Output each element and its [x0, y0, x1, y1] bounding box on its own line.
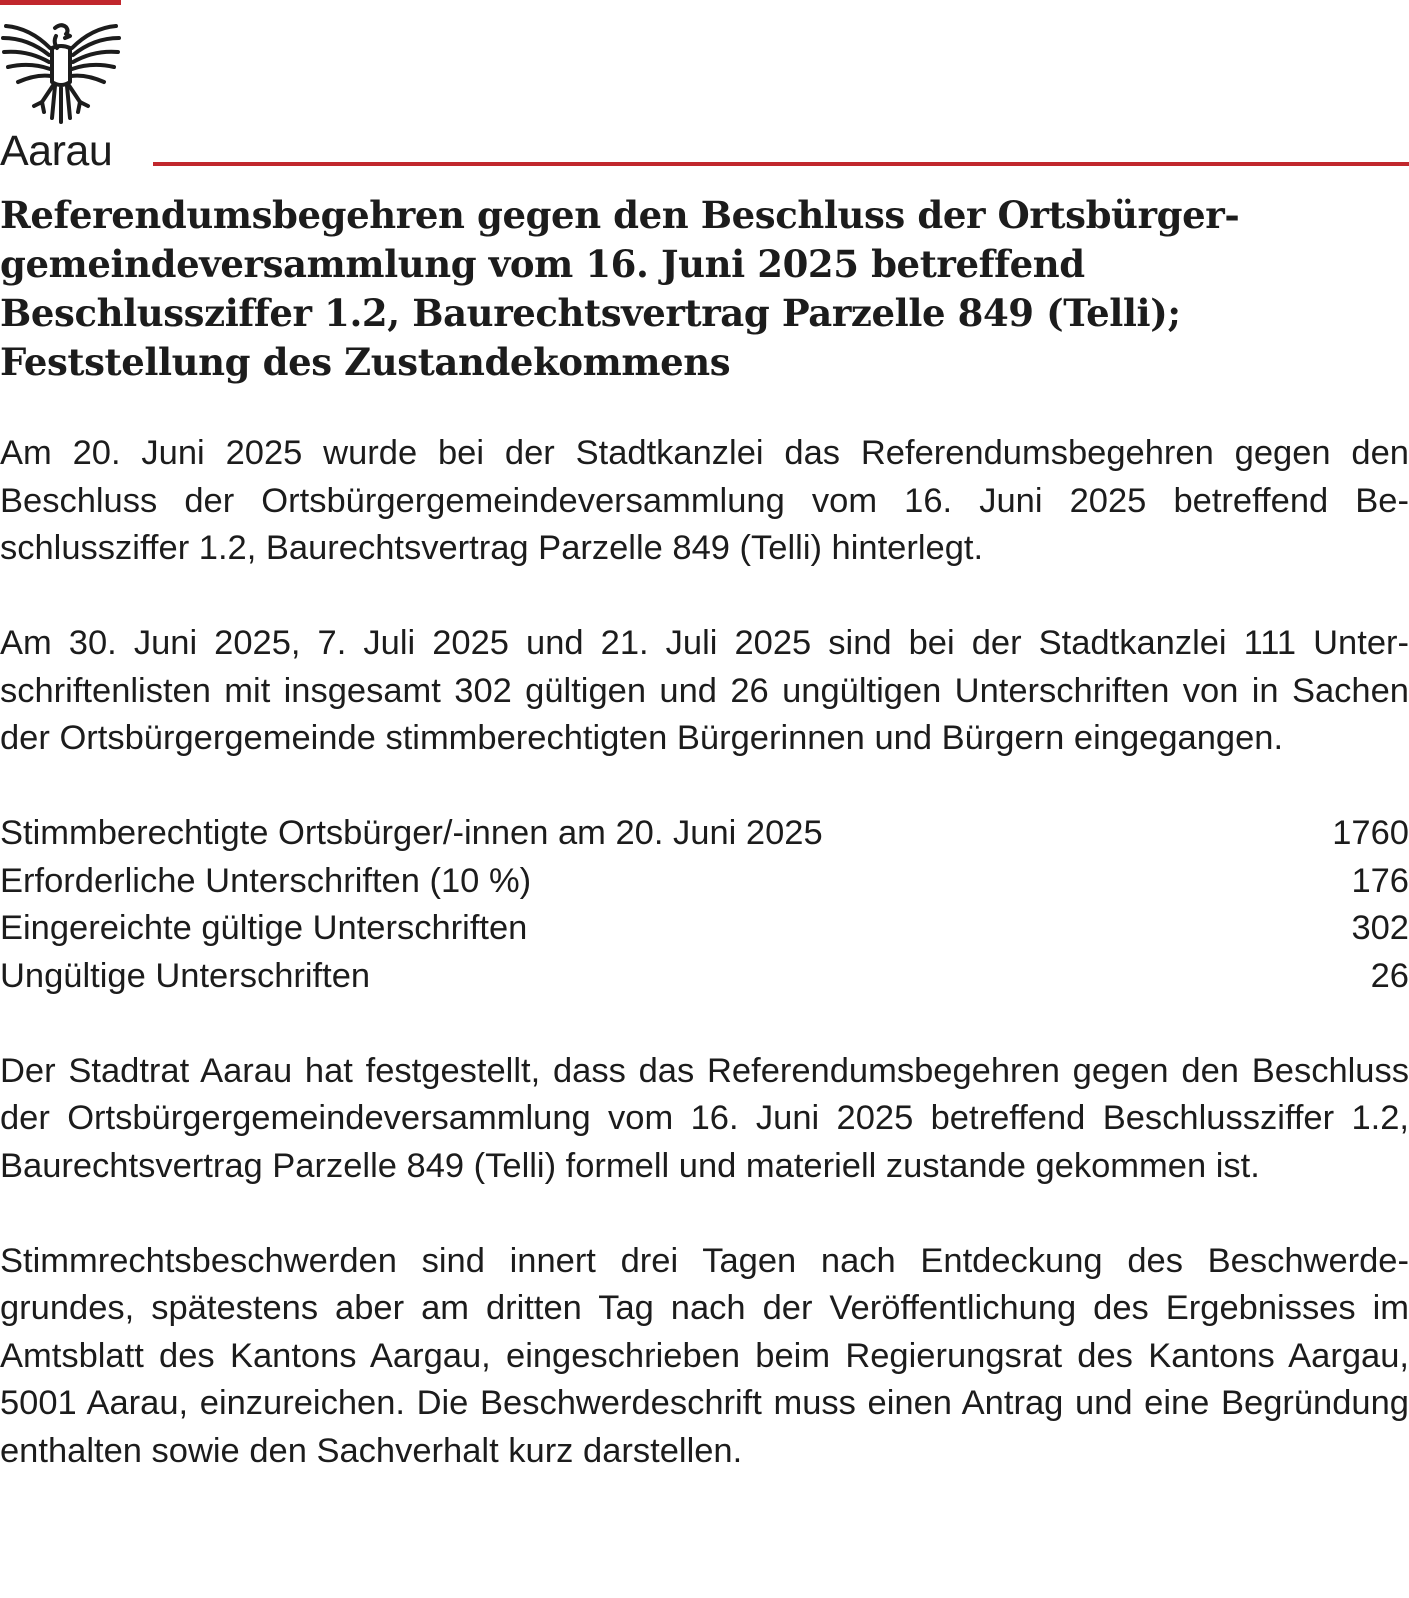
document-body [0, 430, 1409, 1523]
stat-value: 1760 [1332, 814, 1409, 852]
stat-label: Erforderliche Unterschriften (10 %) [0, 861, 532, 900]
stat-row [0, 858, 1409, 906]
stat-value: 176 [1351, 861, 1409, 900]
stat-row [0, 905, 1409, 953]
stat-label: Ungültige Unterschriften [0, 956, 371, 995]
title-line: gemeindeversammlung vom 16. Juni 2025 betreffend [0, 242, 1085, 286]
stat-value: 26 [1370, 956, 1409, 995]
paragraph-submission: Am 20. Juni 2025 wurde bei der Stadtkanzlei das Referendumsbegehren gegen den Beschluss der Ortsbürgergemeindeversammlung vom 16. Juni 2025 betreffend Beschlussziffer 1.2, Baurechtsvertrag Parzelle 849 (Telli) hinterlegt. [0, 434, 1409, 567]
stat-row [0, 953, 1409, 1001]
title-line: Beschlussziffer 1.2, Baurechtsvertrag Parzelle 849 (Telli); [0, 291, 1181, 335]
top-accent-bar [0, 0, 121, 5]
stat-label: Eingereichte gültige Unterschriften [0, 909, 528, 947]
paragraph-appeal-instructions: Stimmrechtsbeschwerden sind innert drei Tagen nach Entdeckung des Beschwerdegrundes, spätestens aber am dritten Tag nach der Veröffentlichung des Ergebnisses im Amtsblatt des Kantons Aargau, eingeschrieben beim Regierungsrat des Kantons Aargau, 5001 Aarau, einzureichen. Die Beschwerdeschrift muss einen Antrag und eine Begründung enthalten sowie den Sachverhalt kurz darstellen. [0, 1241, 1409, 1470]
signature-statistics [0, 810, 1409, 1000]
aarau-eagle-logo-icon [0, 22, 122, 126]
header-divider [153, 162, 1409, 166]
title-line: Feststellung des Zustandekommens [0, 340, 731, 384]
logo-wordmark: Aarau [0, 127, 113, 175]
stat-label: Stimmberechtigte Ortsbürger/-innen am 20. Juni 2025 [0, 814, 823, 852]
paragraph-council-decision: Der Stadtrat Aarau hat festgestellt, dass das Referendumsbegehren gegen den Beschluss der Ortsbürgergemeindeversammlung vom 16. Juni 2025 betreffend Beschlussziffer 1.2, Baurechtsvertrag Parzelle 849 (Telli) formell und materiell zustande gekommen ist. [0, 1051, 1409, 1185]
document-title [0, 191, 1409, 387]
paragraph-signature-lists: Am 30. Juni 2025, 7. Juli 2025 und 21. Juli 2025 sind bei der Stadtkanzlei 111 Unterschriftenlisten mit insgesamt 302 gültigen und 26 ungültigen Unterschriften von in Sachen der Ortsbürgergemeinde stimmberechtigten Bürgerinnen und Bürgern eingegangen. [0, 624, 1409, 757]
stat-value: 302 [1351, 909, 1409, 947]
stat-row [0, 810, 1409, 858]
title-line: Referendumsbegehren gegen den Beschluss der Ortsbürger- [0, 193, 1240, 237]
